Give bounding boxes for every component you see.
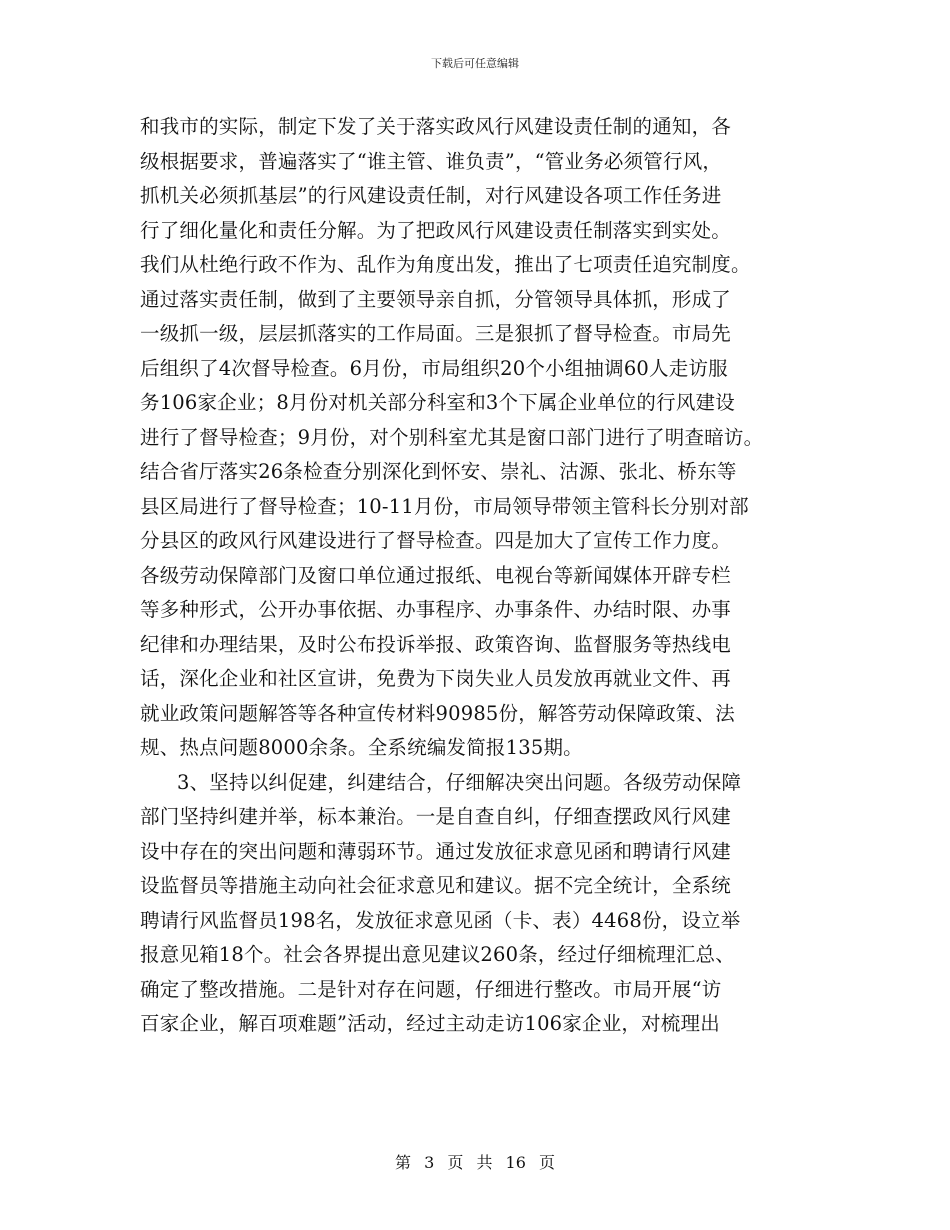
text-line: 我们从杜绝行政不作为、乱作为角度出发，推出了七项责任追究制度。 xyxy=(140,253,751,276)
text-line: 后组织了4次督导检查。6月份，市局组织20个小组抽调60人走访服 xyxy=(140,356,728,380)
text-line: 部门坚持纠建并举，标本兼治。一是自查自纠，仔细查摆政风行风建 xyxy=(140,805,732,828)
text-line: 确定了整改措施。二是针对存在问题，仔细进行整改。市局开展“访 xyxy=(140,977,722,1001)
text-line: 县区局进行了督导检查；10-11月份，市局领导带领主管科长分别对部 xyxy=(140,494,749,518)
text-line: 话，深化企业和社区宣讲，免费为下岗失业人员发放再就业文件、再 xyxy=(140,667,732,690)
text-line: 设中存在的突出问题和薄弱环节。通过发放征求意见函和聘请行风建 xyxy=(140,839,732,863)
text-line: 各级劳动保障部门及窗口单位通过报纸、电视台等新闻媒体开辟专栏 xyxy=(140,563,732,587)
page-number-footer: 第 3 页 共 16 页 xyxy=(395,1153,555,1172)
document-body xyxy=(140,110,830,1042)
text-line: 行了细化量化和责任分解。为了把政风行风建设责任制落实到实处。 xyxy=(140,218,732,242)
text-line: 和我市的实际，制定下发了关于落实政风行风建设责任制的通知，各 xyxy=(140,115,732,138)
text-line: 结合省厅落实26条检查分别深化到怀安、崇礼、沽源、张北、桥东等 xyxy=(140,460,737,483)
paragraph-start-line: 3、坚持以纠促建，纠建结合，仔细解决突出问题。各级劳动保障 xyxy=(177,770,742,794)
text-line: 务106家企业；8月份对机关部分科室和3个下属企业单位的行风建设 xyxy=(140,391,735,414)
text-line: 级根据要求，普遍落实了“谁主管、谁负责”，“管业务必须管行风， xyxy=(140,149,723,173)
text-line: 规、热点问题8000余条。全系统编发简报135期。 xyxy=(140,736,583,759)
text-line: 纪律和办理结果，及时公布投诉举报、政策咨询、监督服务等热线电 xyxy=(140,632,732,656)
page-header-note: 下载后可任意编辑 xyxy=(431,57,519,70)
text-line: 进行了督导检查；9月份，对个别科室尤其是窗口部门进行了明查暗访。 xyxy=(140,425,764,449)
text-line: 等多种形式，公开办事依据、办事程序、办事条件、办结时限、办事 xyxy=(140,598,732,621)
text-line: 设监督员等措施主动向社会征求意见和建议。据不完全统计，全系统 xyxy=(140,874,732,897)
text-line: 通过落实责任制，做到了主要领导亲自抓，分管领导具体抓，形成了 xyxy=(140,287,732,311)
text-line: 百家企业，解百项难题”活动，经过主动走访106家企业，对梳理出 xyxy=(140,1012,720,1035)
text-line: 聘请行风监督员198名，发放征求意见函（卡、表）4468份，设立举 xyxy=(140,908,741,932)
text-line: 报意见箱18个。社会各界提出意见建议260条，经过仔细梳理汇总、 xyxy=(140,943,735,966)
text-line: 就业政策问题解答等各种宣传材料90985份，解答劳动保障政策、法 xyxy=(140,701,735,725)
text-line: 抓机关必须抓基层”的行风建设责任制，对行风建设各项工作任务进 xyxy=(140,184,722,207)
text-line: 一级抓一级，层层抓落实的工作局面。三是狠抓了督导检查。市局先 xyxy=(140,322,732,345)
text-line: 分县区的政风行风建设进行了督导检查。四是加大了宣传工作力度。 xyxy=(140,529,732,552)
